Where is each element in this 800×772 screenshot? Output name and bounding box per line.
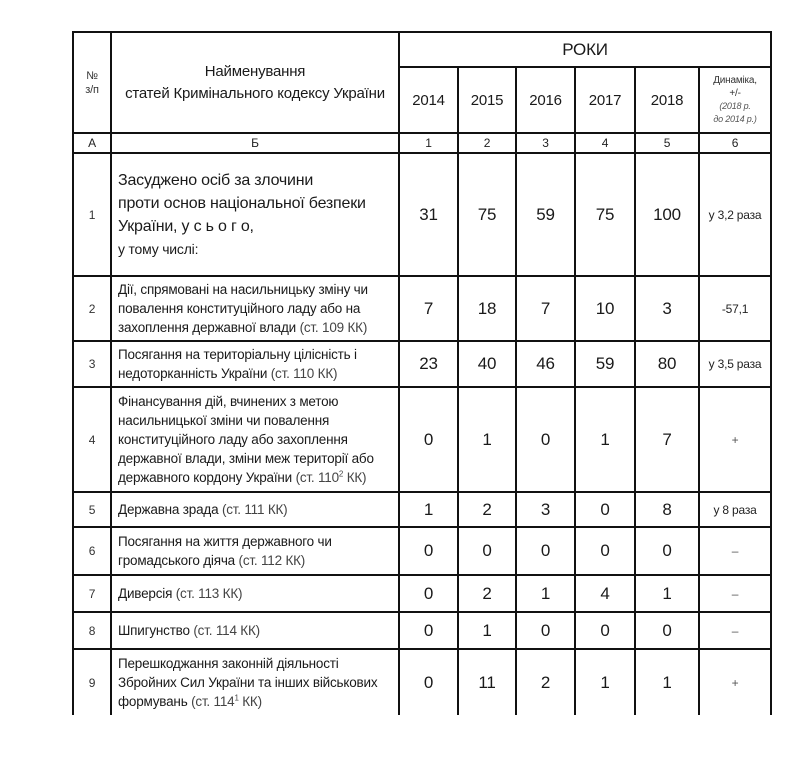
- index-cell: 2: [458, 133, 516, 153]
- value-2016: 59: [516, 153, 575, 276]
- article-ref: (ст. 111 КК): [221, 502, 288, 517]
- dynamics-value: –: [699, 527, 771, 575]
- table-row: [73, 153, 771, 276]
- row-number: 7: [73, 575, 111, 612]
- value-2017: 4: [575, 575, 635, 612]
- value-2017: 59: [575, 341, 635, 387]
- total-line3: України, у с ь о г о,: [118, 217, 254, 235]
- table-row: [73, 341, 771, 387]
- value-2014: 0: [399, 612, 458, 649]
- dynamics-value: +: [699, 649, 771, 715]
- index-cell: 3: [516, 133, 575, 153]
- dynamics-value: -57,1: [699, 276, 771, 341]
- article-name: [111, 527, 399, 575]
- index-cell: А: [73, 133, 111, 153]
- value-2016: 46: [516, 341, 575, 387]
- row-number: 9: [73, 649, 111, 715]
- total-subtitle: у тому числі:: [118, 240, 199, 257]
- value-2017: 1: [575, 387, 635, 492]
- article-text: Шпигунство: [118, 623, 190, 638]
- article-name: [111, 492, 399, 527]
- table-row: [73, 276, 771, 341]
- number-abbr: з/п: [85, 83, 99, 96]
- value-2018: 1: [635, 575, 699, 612]
- article-name: [111, 387, 399, 492]
- dynamics-value: у 8 раза: [699, 492, 771, 527]
- header-article-name: [111, 32, 399, 133]
- value-2018: 8: [635, 492, 699, 527]
- header-year-2015: 2015: [458, 67, 516, 133]
- row-number: 5: [73, 492, 111, 527]
- value-2017: 10: [575, 276, 635, 341]
- dynamics-period-to: до 2014 р.): [713, 114, 757, 124]
- index-cell: Б: [111, 133, 399, 153]
- table-row: [73, 387, 771, 492]
- ref-prefix: (ст. 114: [191, 694, 235, 709]
- column-index-row: [73, 133, 771, 153]
- value-2015: 18: [458, 276, 516, 341]
- value-2014: 0: [399, 575, 458, 612]
- table-row: [73, 612, 771, 649]
- ref-suffix: КК): [343, 470, 367, 485]
- value-2014: 7: [399, 276, 458, 341]
- value-2015: 11: [458, 649, 516, 715]
- article-name: [111, 153, 399, 276]
- value-2015: 2: [458, 575, 516, 612]
- value-2018: 3: [635, 276, 699, 341]
- article-text: Посягання на територіальну цілісність і недоторканність України: [118, 347, 357, 381]
- dynamics-sign: +/-: [729, 88, 741, 99]
- value-2014: 0: [399, 387, 458, 492]
- header-number: [73, 32, 111, 133]
- table-row: [73, 575, 771, 612]
- row-number: 8: [73, 612, 111, 649]
- value-2018: 0: [635, 612, 699, 649]
- index-cell: 6: [699, 133, 771, 153]
- header-name-line1: Найменування: [204, 62, 306, 80]
- value-2016: 7: [516, 276, 575, 341]
- value-2017: 0: [575, 527, 635, 575]
- article-ref: [191, 694, 262, 709]
- article-text: Посягання на життя державного чи громадського діяча: [118, 534, 332, 568]
- article-text: Диверсія: [118, 586, 173, 601]
- total-line2: проти основ національної безпеки: [118, 194, 366, 212]
- dynamics-value: –: [699, 575, 771, 612]
- header-years-group: РОКИ: [399, 32, 771, 67]
- header-year-2017: 2017: [575, 67, 635, 133]
- article-ref: (ст. 110 КК): [270, 366, 338, 381]
- ref-prefix: (ст. 110: [295, 470, 339, 485]
- row-number: 4: [73, 387, 111, 492]
- value-2014: 31: [399, 153, 458, 276]
- value-2018: 7: [635, 387, 699, 492]
- value-2016: 3: [516, 492, 575, 527]
- value-2015: 2: [458, 492, 516, 527]
- article-text: Державна зрада: [118, 502, 219, 517]
- article-name: [111, 612, 399, 649]
- header-year-2016: 2016: [516, 67, 575, 133]
- article-ref: (ст. 109 КК): [299, 320, 368, 335]
- row-number: 1: [73, 153, 111, 276]
- value-2015: 0: [458, 527, 516, 575]
- dynamics-period-from: (2018 р.: [719, 101, 751, 111]
- index-cell: 1: [399, 133, 458, 153]
- row-number: 3: [73, 341, 111, 387]
- header-name-line2: статей Кримінального кодексу України: [125, 84, 385, 102]
- table-row: [73, 492, 771, 527]
- article-ref: (ст. 112 КК): [238, 553, 306, 568]
- index-cell: 4: [575, 133, 635, 153]
- value-2018: 1: [635, 649, 699, 715]
- value-2015: 75: [458, 153, 516, 276]
- table-row: [73, 649, 771, 715]
- value-2017: 1: [575, 649, 635, 715]
- article-text: Фінансування дій, вчинених з метою насильницької зміни чи повалення конституційного ладу або захоплення державної влади, зміни меж території або державного кордону України: [118, 394, 374, 485]
- value-2018: 0: [635, 527, 699, 575]
- value-2016: 2: [516, 649, 575, 715]
- value-2016: 0: [516, 387, 575, 492]
- article-name: [111, 341, 399, 387]
- dynamics-title: Динаміка,: [713, 75, 757, 86]
- value-2017: 0: [575, 492, 635, 527]
- value-2014: 0: [399, 527, 458, 575]
- header-year-2018: 2018: [635, 67, 699, 133]
- table-row: [73, 527, 771, 575]
- value-2014: 1: [399, 492, 458, 527]
- index-cell: 5: [635, 133, 699, 153]
- number-sign: №: [86, 69, 98, 82]
- article-text: Перешкоджання законній діяльності Збройних Сил України та інших військових формувань: [118, 656, 378, 709]
- row-number: 2: [73, 276, 111, 341]
- value-2016: 0: [516, 612, 575, 649]
- ref-superscript: 1: [234, 693, 239, 703]
- value-2017: 75: [575, 153, 635, 276]
- dynamics-value: –: [699, 612, 771, 649]
- dynamics-value: у 3,5 раза: [699, 341, 771, 387]
- value-2015: 40: [458, 341, 516, 387]
- header-dynamics: [699, 67, 771, 133]
- header-year-2014: 2014: [399, 67, 458, 133]
- dynamics-value: +: [699, 387, 771, 492]
- article-ref: [296, 470, 367, 485]
- convictions-table: [72, 31, 772, 715]
- value-2017: 0: [575, 612, 635, 649]
- value-2016: 0: [516, 527, 575, 575]
- value-2015: 1: [458, 387, 516, 492]
- ref-suffix: КК): [238, 694, 262, 709]
- value-2015: 1: [458, 612, 516, 649]
- article-name: [111, 276, 399, 341]
- article-ref: (ст. 113 КК): [175, 586, 243, 601]
- article-ref: (ст. 114 КК): [193, 623, 260, 638]
- value-2018: 100: [635, 153, 699, 276]
- value-2014: 0: [399, 649, 458, 715]
- dynamics-value: у 3,2 раза: [699, 153, 771, 276]
- row-number: 6: [73, 527, 111, 575]
- article-text: Дії, спрямовані на насильницьку зміну чи повалення конституційного ладу або на захоплення державної влади: [118, 282, 368, 335]
- value-2018: 80: [635, 341, 699, 387]
- article-name: [111, 575, 399, 612]
- ref-superscript: 2: [338, 469, 344, 479]
- value-2016: 1: [516, 575, 575, 612]
- value-2014: 23: [399, 341, 458, 387]
- article-name: [111, 649, 399, 715]
- total-line1: Засуджено осіб за злочини: [118, 171, 314, 189]
